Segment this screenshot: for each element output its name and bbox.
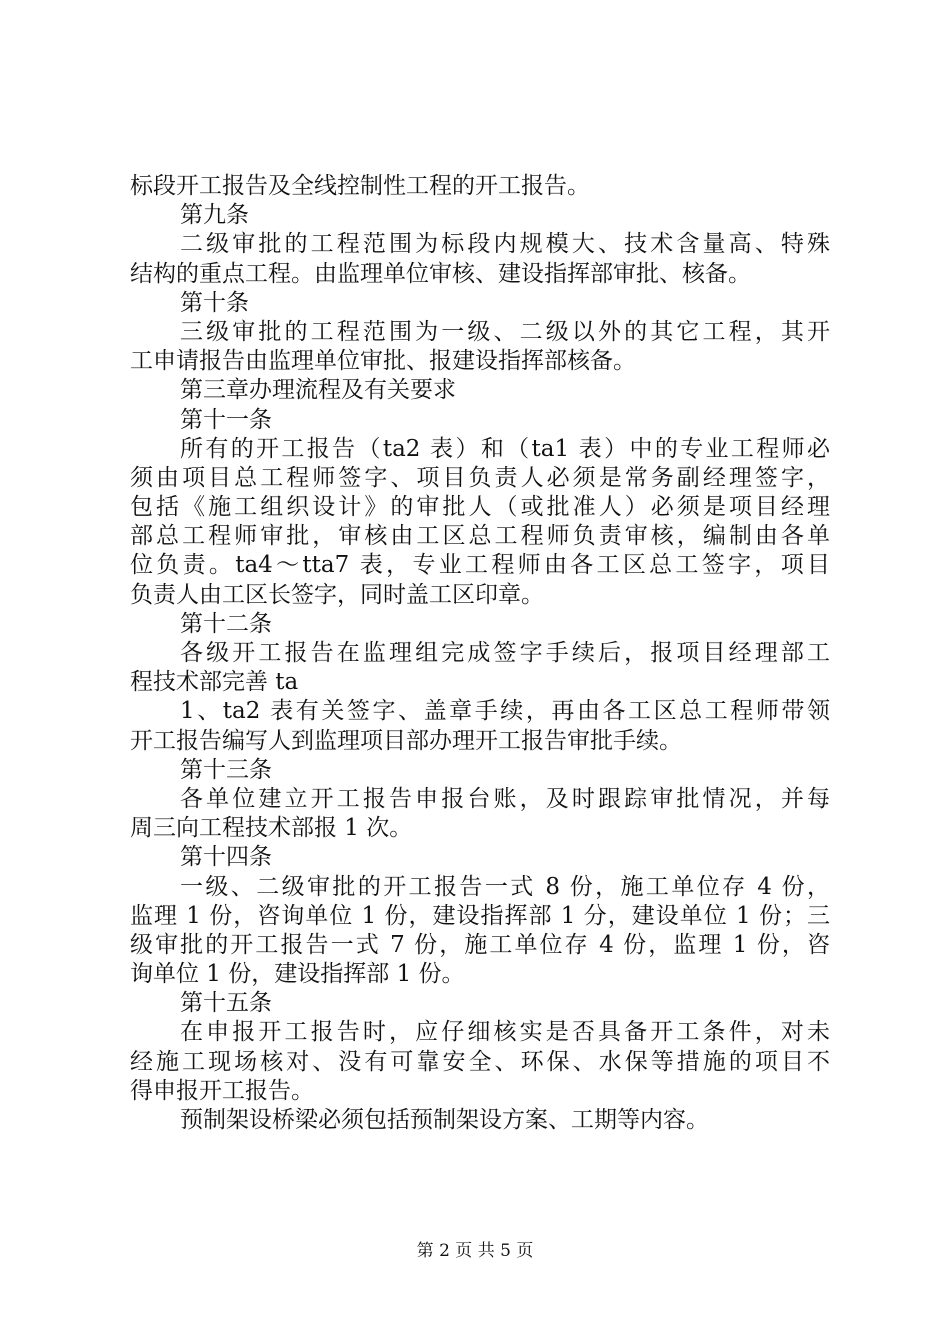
text-line: 各级开工报告在监理组完成签字手续后，报项目经理部工	[180, 640, 830, 666]
text-line: 结构的重点工程。由监理单位审核、建设指挥部审批、核备。	[130, 260, 751, 287]
text-line: 第十二条	[180, 610, 272, 637]
text-line: 经施工现场核对、没有可靠安全、环保、水保等措施的项目不	[130, 1048, 830, 1075]
text-line: 预制架设桥梁必须包括预制架设方案、工期等内容。	[180, 1107, 709, 1133]
text-line: 第十四条	[180, 844, 272, 871]
text-line: 须由项目总工程师签字、项目负责人必须是常务副经理签字，	[130, 464, 830, 491]
document-body	[130, 172, 830, 1135]
text-line: 第九条	[180, 202, 249, 229]
text-line: 二级审批的工程范围为标段内规模大、技术含量高、特殊	[180, 231, 830, 258]
text-line: 得申报开工报告。	[130, 1077, 314, 1104]
text-line: 一级、二级审批的开工报告一式 8 份，施工单位存 4 份，	[180, 873, 830, 900]
text-line: 程技术部完善 ta	[130, 669, 299, 696]
text-line: 询单位 1 份，建设指挥部 1 份。	[130, 961, 465, 988]
text-line: 在申报开工报告时，应仔细核实是否具备开工条件，对未	[180, 1019, 830, 1046]
text-line: 开工报告编写人到监理项目部办理开工报告审批手续。	[130, 727, 682, 754]
text-line: 级审批的开工报告一式 7 份，施工单位存 4 份，监理 1 份，咨	[130, 931, 830, 958]
text-line: 标段开工报告及全线控制性工程的开工报告。	[130, 173, 590, 199]
text-line: 负责人由工区长签字，同时盖工区印章。	[130, 581, 544, 608]
text-line: 监理 1 份，咨询单位 1 份，建设指挥部 1 分，建设单位 1 份；三	[130, 902, 830, 929]
text-line: 三级审批的工程范围为一级、二级以外的其它工程，其开	[180, 318, 830, 345]
text-line: 第十三条	[180, 756, 272, 783]
text-line: 1、ta2 表有关签字、盖章手续，再由各工区总工程师带领	[180, 698, 830, 725]
text-line: 包括《施工组织设计》的审批人（或批准人）必须是项目经理	[130, 494, 830, 521]
text-line: 第十一条	[180, 406, 272, 433]
text-line: 所有的开工报告（ta2 表）和（ta1 表）中的专业工程师必	[180, 435, 830, 462]
text-line: 部总工程师审批，审核由工区总工程师负责审核，编制由各单	[130, 523, 830, 550]
text-line: 各单位建立开工报告申报台账，及时跟踪审批情况，并每	[180, 785, 830, 812]
page-footer: 第 2 页 共 5 页	[416, 1241, 534, 1261]
text-line: 周三向工程技术部报 1 次。	[130, 815, 413, 842]
text-line: 第三章办理流程及有关要求	[180, 377, 456, 404]
text-line: 工申请报告由监理单位审批、报建设指挥部核备。	[130, 348, 636, 375]
text-line: 第十五条	[180, 990, 272, 1017]
text-line: 第十条	[180, 289, 249, 316]
text-line: 位负责。ta4～tta7 表，专业工程师由各工区总工签字，项目	[130, 552, 830, 579]
